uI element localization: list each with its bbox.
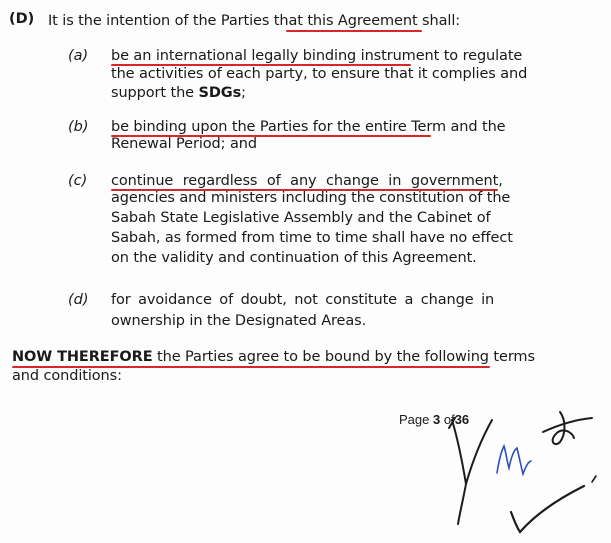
now-therefore-line-2: and conditions: (12, 368, 122, 384)
page-prefix: Page (399, 412, 430, 427)
signature-mark-top-right (543, 412, 592, 444)
item-b-line-2: Renewal Period; and (111, 136, 257, 152)
item-b-label: (b) (68, 119, 89, 135)
now-therefore-line-1 (12, 347, 535, 367)
item-b-line-1: be binding upon the Parties for the entire Term and the (111, 119, 506, 135)
item-c-line-1: continue regardless of any change in government, (111, 173, 503, 189)
signature-mark-check (511, 486, 584, 532)
signature-mark-y (452, 420, 492, 524)
item-a-line-2: the activities of each party, to ensure that it complies and (111, 66, 528, 82)
item-c-line-3: Sabah State Legislative Assembly and the Cabinet of (111, 210, 491, 226)
now-therefore-rest: the Parties agree to be bound by the following terms (157, 349, 535, 365)
initials-m (497, 446, 531, 474)
clause-intro: It is the intention of the Parties that this Agreement shall: (48, 13, 461, 29)
item-a-tail: ; (241, 85, 246, 101)
item-a-line-3-text: support the (111, 85, 194, 101)
now-therefore-lead: NOW THEREFORE (12, 349, 153, 365)
item-c-line-4: Sabah, as formed from time to time shall have no effect (111, 230, 513, 246)
sdgs-term: SDGs (198, 85, 242, 101)
item-a-line-3 (111, 83, 246, 103)
page-current: 3 (433, 412, 441, 427)
item-d-label: (d) (68, 292, 89, 308)
item-a-label: (a) (68, 48, 89, 64)
page-total: 36 (454, 412, 470, 427)
signature-mark-tick (592, 476, 596, 482)
item-d-line-1: for avoidance of doubt, not constitute a change in (111, 292, 495, 308)
item-a-line-1: be an international legally binding instrument to regulate (111, 48, 523, 64)
item-d-line-2: ownership in the Designated Areas. (111, 313, 367, 329)
underline-this-agreement (286, 30, 422, 32)
item-c-line-5: on the validity and continuation of this Agreement. (111, 250, 477, 266)
item-c-line-2: agencies and ministers including the constitution of the (111, 190, 511, 206)
page-of: of (443, 412, 455, 427)
item-c-label: (c) (68, 173, 88, 189)
clause-label: (D) (9, 11, 35, 27)
page-number (399, 412, 469, 427)
